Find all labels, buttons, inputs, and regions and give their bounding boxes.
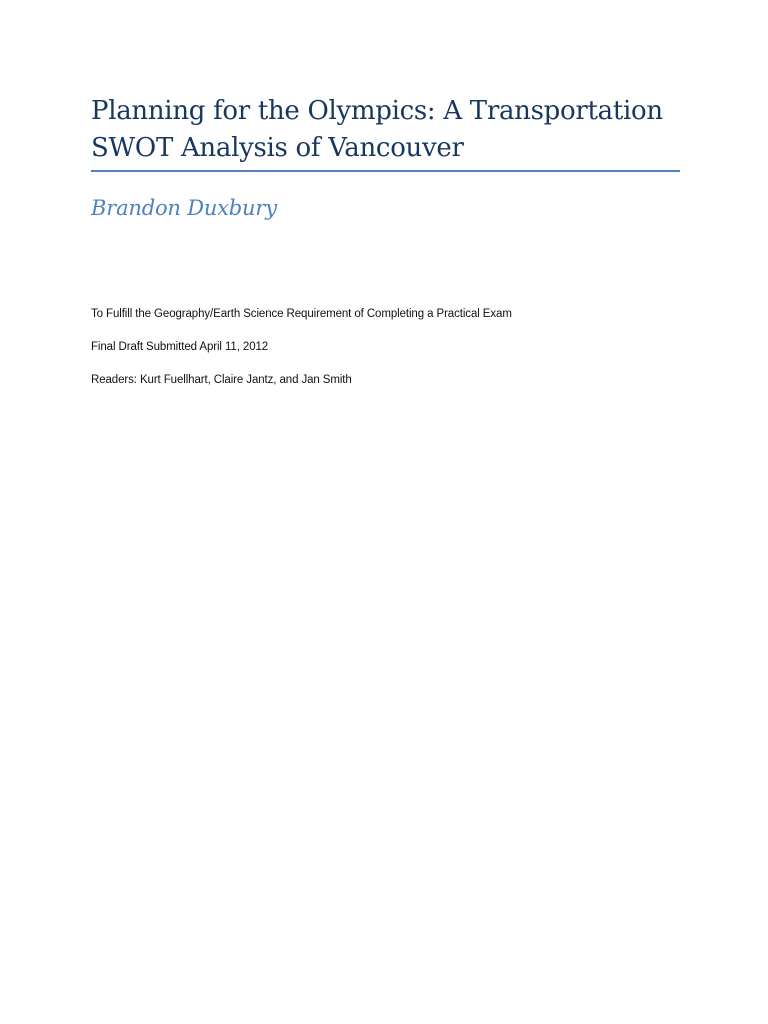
author-name: Brandon Duxbury <box>91 196 277 220</box>
readers-list: Readers: Kurt Fuellhart, Claire Jantz, and Jan Smith <box>91 374 352 386</box>
submission-date: Final Draft Submitted April 11, 2012 <box>91 341 269 353</box>
title-line-2: SWOT Analysis of Vancouver <box>91 133 464 163</box>
title-line-1: Planning for the Olympics: A Transportation <box>91 96 663 126</box>
purpose-statement: To Fulfill the Geography/Earth Science Requirement of Completing a Practical Exam <box>91 308 512 320</box>
document-title <box>91 93 691 167</box>
title-underline-rule <box>91 170 680 172</box>
